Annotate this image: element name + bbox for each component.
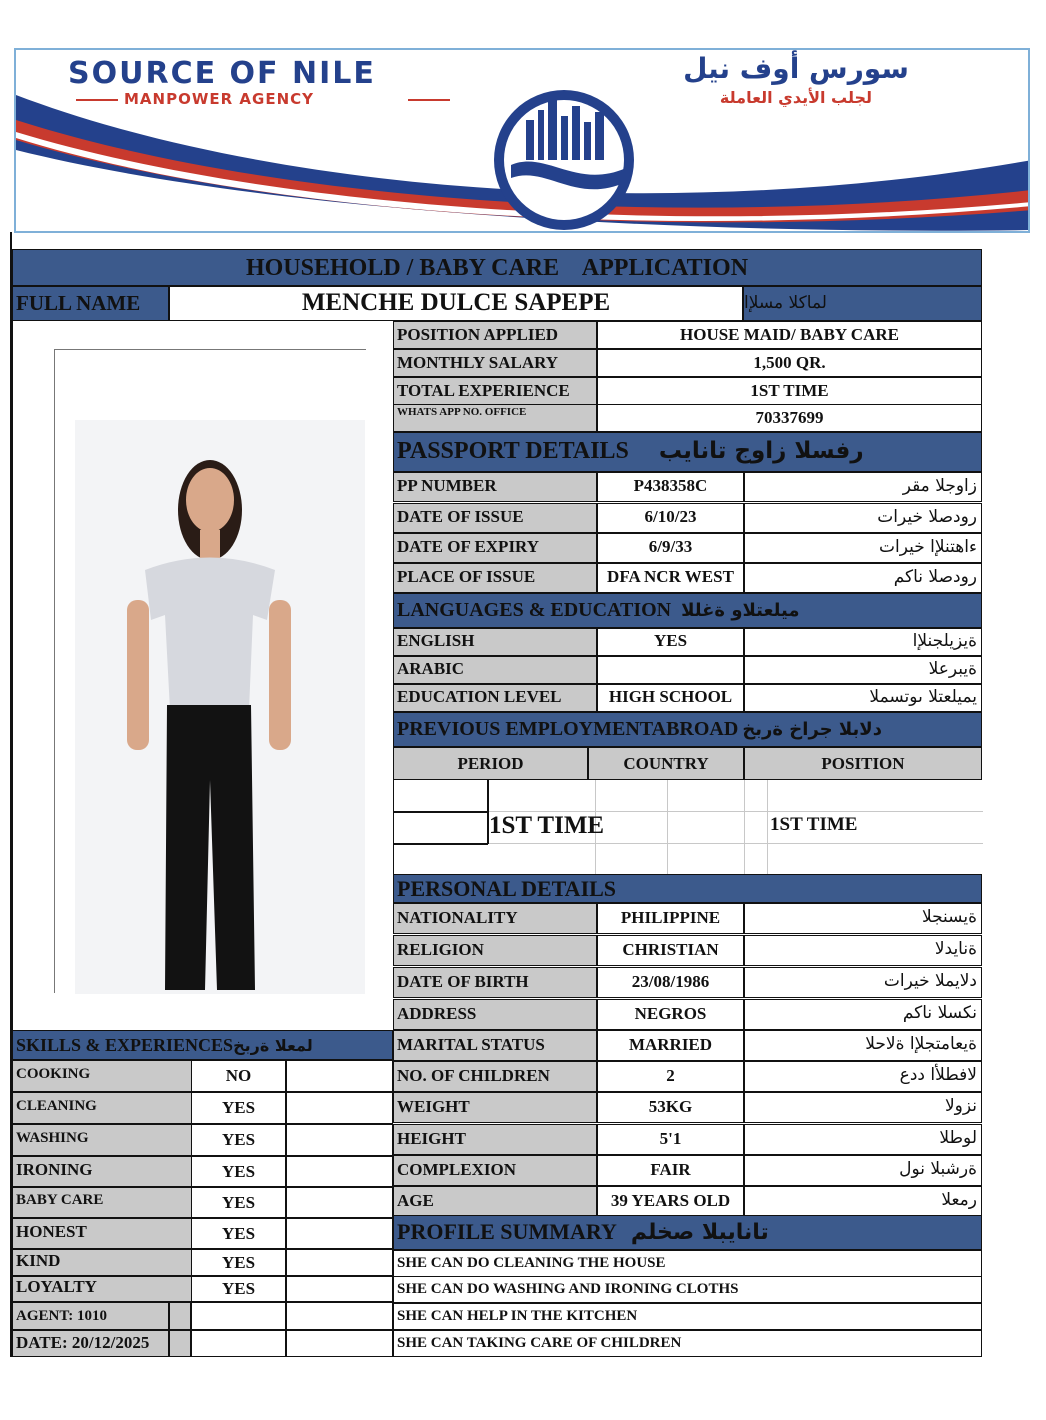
form-title: HOUSEHOLD / BABY CARE APPLICATION xyxy=(245,255,749,281)
date-label: DATE: 20/12/2025 xyxy=(12,1330,169,1357)
skills-title-ar: لمعلا ةربخ xyxy=(233,1036,313,1055)
skill-row-extra xyxy=(286,1276,393,1302)
job-row-label: WHATS APP NO. OFFICE xyxy=(393,404,597,432)
personal-row-label: MARITAL STATUS xyxy=(393,1030,597,1061)
personal-row-label: HEIGHT xyxy=(393,1124,597,1155)
skill-row-extra xyxy=(286,1060,393,1092)
brand-subtitle-ar: لجلب الأيدي العاملة xyxy=(719,88,873,107)
personal-row-value: 23/08/1986 xyxy=(597,967,744,998)
passport-row-value: 6/10/23 xyxy=(597,503,744,533)
personal-section-header xyxy=(393,874,982,903)
employment-title-ar: دلابلا جراخ ةربخ xyxy=(742,719,882,740)
skills-section-header xyxy=(12,1030,393,1060)
languages-row-label: ARABIC xyxy=(393,656,597,684)
skill-row-value: NO xyxy=(191,1060,286,1092)
job-row-value: 70337699 xyxy=(597,404,982,432)
personal-row-value: MARRIED xyxy=(597,1030,744,1061)
personal-row-label: DATE OF BIRTH xyxy=(393,967,597,998)
form-title-bar xyxy=(12,249,982,286)
languages-row-label: EDUCATION LEVEL xyxy=(393,684,597,712)
personal-row-label-ar: نزولا xyxy=(744,1092,982,1123)
languages-section-header xyxy=(393,593,982,628)
skill-row-value: YES xyxy=(191,1156,286,1187)
personal-row-value: FAIR xyxy=(597,1155,744,1186)
skill-row-extra xyxy=(286,1218,393,1249)
passport-row-label-ar: رودصلا خيرات xyxy=(744,503,982,533)
skill-row-extra xyxy=(286,1187,393,1218)
personal-row-label-ar: ةرشبلا نول xyxy=(744,1155,982,1186)
passport-row-label: PLACE OF ISSUE xyxy=(393,563,597,593)
skill-row-extra xyxy=(286,1249,393,1276)
job-row-value: HOUSE MAID/ BABY CARE xyxy=(597,321,982,349)
profile-summary-line: SHE CAN HELP IN THE KITCHEN xyxy=(393,1303,982,1330)
personal-row-label: RELIGION xyxy=(393,935,597,966)
employment-header-country: COUNTRY xyxy=(588,747,744,780)
person-photo-icon xyxy=(55,350,367,994)
skill-row-label: LOYALTY xyxy=(12,1276,192,1302)
personal-row-label: ADDRESS xyxy=(393,999,597,1030)
employment-header-position: POSITION xyxy=(744,747,982,780)
skill-row-extra xyxy=(286,1156,393,1187)
skill-row-value: YES xyxy=(191,1124,286,1156)
job-row-label: TOTAL EXPERIENCE xyxy=(393,377,597,405)
personal-row-value: 39 YEARS OLD xyxy=(597,1186,744,1217)
skill-row-label: CLEANING xyxy=(12,1092,192,1124)
passport-row-label-ar: رودصلا ناكم xyxy=(744,563,982,593)
skill-row-value: YES xyxy=(191,1092,286,1124)
passport-row-label-ar: زاوجلا مقر xyxy=(744,472,982,502)
personal-row-value: 5'1 xyxy=(597,1124,744,1155)
languages-row-value: YES xyxy=(597,628,744,656)
personal-row-label: COMPLEXION xyxy=(393,1155,597,1186)
profile-title-ar: تانايبلا صخلم xyxy=(630,1220,769,1245)
profile-summary-line: SHE CAN TAKING CARE OF CHILDREN xyxy=(393,1330,982,1357)
skill-row-value: YES xyxy=(191,1218,286,1249)
passport-row-value: 6/9/33 xyxy=(597,533,744,563)
applicant-photo xyxy=(54,349,366,993)
personal-row-label-ar: دلايملا خيرات xyxy=(744,967,982,998)
employment-title: PREVIOUS EMPLOYMENTABROAD xyxy=(397,718,739,740)
full-name-label-ar: لماكلا مسلإا xyxy=(743,286,982,321)
employment-section-header xyxy=(393,712,982,747)
passport-row-label-ar: ءاهتنلإا خيرات xyxy=(744,533,982,563)
passport-row-label: DATE OF EXPIRY xyxy=(393,533,597,563)
personal-row-label-ar: لوطلا xyxy=(744,1124,982,1155)
passport-row-value: P438358C xyxy=(597,472,744,502)
languages-row-value xyxy=(597,656,744,684)
skill-row-label: KIND xyxy=(12,1249,192,1276)
personal-row-label: AGE xyxy=(393,1186,597,1217)
passport-section-header xyxy=(393,432,982,472)
personal-title: PERSONAL DETAILS xyxy=(397,876,617,901)
date-extra-cell xyxy=(286,1330,393,1357)
languages-title: LANGUAGES & EDUCATION xyxy=(397,599,672,621)
personal-row-label-ar: نكسلا ناكم xyxy=(744,999,982,1030)
agent-label: AGENT: 1010 xyxy=(12,1302,169,1330)
skill-row-label: WASHING xyxy=(12,1124,192,1156)
agent-spacer xyxy=(169,1302,191,1330)
job-row-value: 1,500 QR. xyxy=(597,349,982,377)
passport-row-label: DATE OF ISSUE xyxy=(393,503,597,533)
agent-extra-cell xyxy=(286,1302,393,1330)
passport-title: PASSPORT DETAILS xyxy=(397,438,629,464)
skills-title: SKILLS & EXPERIENCES xyxy=(16,1035,234,1055)
full-name-value: MENCHE DULCE SAPEPE xyxy=(301,289,611,316)
employment-grid xyxy=(393,780,982,874)
personal-row-label-ar: رمعلا xyxy=(744,1186,982,1217)
personal-row-value: CHRISTIAN xyxy=(597,935,744,966)
skill-row-extra xyxy=(286,1092,393,1124)
full-name-label: FULL NAME xyxy=(12,286,169,321)
personal-row-label: WEIGHT xyxy=(393,1092,597,1123)
employment-country-value: 1ST TIME xyxy=(489,812,605,839)
profile-section-header xyxy=(393,1215,982,1250)
job-row-value: 1ST TIME xyxy=(597,377,982,405)
personal-row-value: PHILIPPINE xyxy=(597,903,744,934)
personal-row-value: 2 xyxy=(597,1061,744,1092)
skill-row-extra xyxy=(286,1124,393,1156)
languages-row-label-ar: ةيبرعلا xyxy=(744,656,982,684)
skill-row-label: BABY CARE xyxy=(12,1187,192,1218)
personal-row-label: NATIONALITY xyxy=(393,903,597,934)
skill-row-value: YES xyxy=(191,1276,286,1302)
profile-title: PROFILE SUMMARY xyxy=(397,1219,617,1244)
agent-value-cell xyxy=(191,1302,286,1330)
personal-row-label-ar: ةيسنجلا xyxy=(744,903,982,934)
languages-row-value: HIGH SCHOOL xyxy=(597,684,744,712)
skill-row-label: IRONING xyxy=(12,1156,192,1187)
employment-position-value: 1ST TIME xyxy=(770,814,858,835)
skill-row-label: COOKING xyxy=(12,1060,192,1092)
personal-row-label-ar: ةيعامتجلإا ةلاحلا xyxy=(744,1030,982,1061)
agency-banner xyxy=(14,48,1030,233)
job-row-label: POSITION APPLIED xyxy=(393,321,597,349)
brand-subtitle-en: MANPOWER AGENCY xyxy=(124,90,314,108)
passport-row-value: DFA NCR WEST xyxy=(597,563,744,593)
profile-summary-line: SHE CAN DO WASHING AND IRONING CLOTHS xyxy=(393,1276,982,1303)
personal-row-value: 53KG xyxy=(597,1092,744,1123)
personal-row-label-ar: ةنايدلا xyxy=(744,935,982,966)
languages-row-label-ar: ةيزيلجنلإا xyxy=(744,628,982,656)
passport-title-ar: رفسلا زاوج تانايب xyxy=(658,438,864,464)
skill-row-label: HONEST xyxy=(12,1218,192,1249)
brand-name-en: SOURCE OF NILE xyxy=(68,56,376,91)
personal-row-label-ar: لافطلأا ددع xyxy=(744,1061,982,1092)
date-value-cell xyxy=(191,1330,286,1357)
profile-summary-line: SHE CAN DO CLEANING THE HOUSE xyxy=(393,1250,982,1277)
personal-row-value: NEGROS xyxy=(597,999,744,1030)
personal-row-label: NO. OF CHILDREN xyxy=(393,1061,597,1092)
languages-row-label: ENGLISH xyxy=(393,628,597,656)
skill-row-value: YES xyxy=(191,1187,286,1218)
brand-name-ar: سورس أوف نيل xyxy=(683,52,909,85)
full-name-value-cell xyxy=(169,286,743,321)
employment-header-period: PERIOD xyxy=(393,747,588,780)
languages-title-ar: ميلعتلاو ةغللا xyxy=(681,600,800,621)
skill-row-value: YES xyxy=(191,1249,286,1276)
languages-row-label-ar: يميلعتلا ىوتسملا xyxy=(744,684,982,712)
passport-row-label: PP NUMBER xyxy=(393,472,597,502)
job-row-label: MONTHLY SALARY xyxy=(393,349,597,377)
date-spacer xyxy=(169,1330,191,1357)
